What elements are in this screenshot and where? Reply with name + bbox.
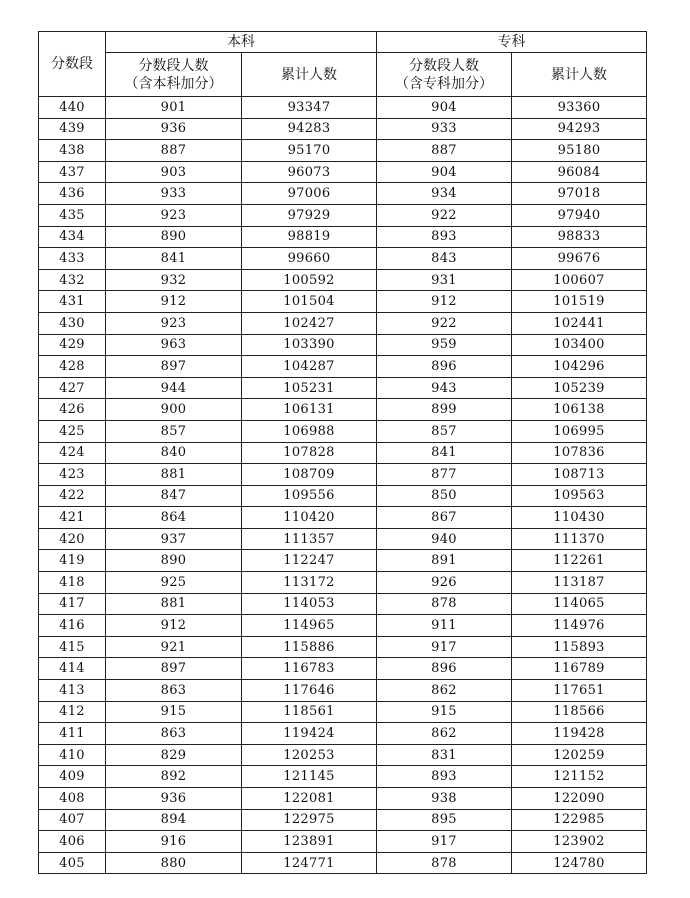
undergrad-count-header (106, 53, 242, 97)
junior-count-cell: 891 (377, 550, 512, 572)
undergrad-count-cell: 923 (106, 204, 242, 226)
score-band-cell: 415 (39, 636, 106, 658)
undergrad-count-cell: 944 (106, 377, 242, 399)
table-row (39, 183, 647, 205)
undergrad-count-cell: 900 (106, 399, 242, 421)
score-band-cell: 407 (39, 809, 106, 831)
junior-count-cell: 904 (377, 161, 512, 183)
undergrad-cumulative-cell: 95170 (242, 140, 377, 162)
undergrad-count-cell: 921 (106, 636, 242, 658)
undergrad-count-cell: 925 (106, 572, 242, 594)
undergrad-count-cell: 937 (106, 528, 242, 550)
junior-count-cell: 912 (377, 291, 512, 313)
junior-cumulative-cell: 94293 (512, 118, 647, 140)
table-row (39, 312, 647, 334)
score-band-cell: 416 (39, 615, 106, 637)
score-band-header: 分数段 (39, 32, 106, 97)
junior-count-cell: 899 (377, 399, 512, 421)
undergrad-cumulative-cell: 100592 (242, 269, 377, 291)
undergrad-count-cell: 916 (106, 831, 242, 853)
table-row (39, 356, 647, 378)
undergrad-count-cell: 915 (106, 701, 242, 723)
junior-cumulative-cell: 108713 (512, 464, 647, 486)
score-band-cell: 423 (39, 464, 106, 486)
junior-count-cell: 862 (377, 680, 512, 702)
junior-cumulative-cell: 98833 (512, 226, 647, 248)
undergrad-count-cell: 963 (106, 334, 242, 356)
table-row (39, 248, 647, 270)
junior-count-cell: 887 (377, 140, 512, 162)
undergrad-count-cell: 936 (106, 788, 242, 810)
undergrad-count-cell: 892 (106, 766, 242, 788)
junior-count-cell: 933 (377, 118, 512, 140)
undergrad-cumulative-cell: 116783 (242, 658, 377, 680)
undergrad-count-note: （含本科加分） (124, 75, 223, 92)
table-row (39, 204, 647, 226)
undergrad-count-cell: 923 (106, 312, 242, 334)
junior-count-cell: 893 (377, 766, 512, 788)
junior-count-cell: 922 (377, 204, 512, 226)
junior-count-cell: 841 (377, 442, 512, 464)
junior-count-cell: 895 (377, 809, 512, 831)
table-row (39, 572, 647, 594)
score-band-cell: 421 (39, 507, 106, 529)
undergrad-cumulative-cell: 123891 (242, 831, 377, 853)
undergrad-count-cell: 936 (106, 118, 242, 140)
junior-count-cell: 893 (377, 226, 512, 248)
undergrad-cumulative-cell: 113172 (242, 572, 377, 594)
junior-cumulative-cell: 106138 (512, 399, 647, 421)
junior-cumulative-cell: 106995 (512, 420, 647, 442)
junior-count-label: 分数段人数 (409, 57, 479, 74)
junior-cumulative-cell: 117651 (512, 680, 647, 702)
undergrad-count-cell: 829 (106, 744, 242, 766)
junior-count-cell: 857 (377, 420, 512, 442)
score-band-cell: 408 (39, 788, 106, 810)
undergrad-count-cell: 897 (106, 658, 242, 680)
header-row-top (39, 32, 647, 53)
junior-cumulative-cell: 95180 (512, 140, 647, 162)
score-band-cell: 425 (39, 420, 106, 442)
table-row (39, 831, 647, 853)
table-row (39, 420, 647, 442)
table-row (39, 788, 647, 810)
junior-count-cell: 904 (377, 97, 512, 119)
undergrad-count-cell: 840 (106, 442, 242, 464)
table-row (39, 680, 647, 702)
undergrad-count-cell: 912 (106, 291, 242, 313)
table-row (39, 442, 647, 464)
undergrad-count-cell: 932 (106, 269, 242, 291)
score-band-cell: 431 (39, 291, 106, 313)
table-row (39, 464, 647, 486)
junior-count-cell: 896 (377, 356, 512, 378)
score-distribution-table (38, 31, 647, 874)
undergrad-cumulative-cell: 114053 (242, 593, 377, 615)
score-band-cell: 406 (39, 831, 106, 853)
undergrad-cumulative-cell: 93347 (242, 97, 377, 119)
undergrad-cumulative-cell: 108709 (242, 464, 377, 486)
junior-cumulative-cell: 122090 (512, 788, 647, 810)
undergrad-count-cell: 841 (106, 248, 242, 270)
undergrad-cumulative-cell: 107828 (242, 442, 377, 464)
junior-header: 专科 (377, 32, 647, 53)
undergrad-cumulative-cell: 122081 (242, 788, 377, 810)
undergrad-cumulative-cell: 104287 (242, 356, 377, 378)
table-row (39, 399, 647, 421)
table-row (39, 723, 647, 745)
score-band-cell: 433 (39, 248, 106, 270)
junior-count-note: （含专科加分） (395, 75, 493, 92)
score-band-cell: 426 (39, 399, 106, 421)
junior-cumulative-cell: 96084 (512, 161, 647, 183)
junior-count-cell: 877 (377, 464, 512, 486)
undergrad-count-cell: 890 (106, 226, 242, 248)
junior-cumulative-cell: 107836 (512, 442, 647, 464)
junior-count-header (377, 53, 512, 97)
table-row (39, 528, 647, 550)
undergrad-cumulative-cell: 103390 (242, 334, 377, 356)
undergrad-count-label: 分数段人数 (138, 57, 209, 74)
undergrad-cumulative-cell: 110420 (242, 507, 377, 529)
undergrad-cumulative-cell: 112247 (242, 550, 377, 572)
table-row (39, 377, 647, 399)
junior-count-cell: 926 (377, 572, 512, 594)
undergrad-cumulative-cell: 99660 (242, 248, 377, 270)
score-band-cell: 412 (39, 701, 106, 723)
undergrad-count-cell: 881 (106, 464, 242, 486)
junior-cumulative-cell: 113187 (512, 572, 647, 594)
junior-count-cell: 917 (377, 831, 512, 853)
header-row-sub (39, 53, 647, 97)
junior-cumulative-cell: 93360 (512, 97, 647, 119)
junior-count-cell: 959 (377, 334, 512, 356)
junior-cumulative-cell: 123902 (512, 831, 647, 853)
table-row (39, 140, 647, 162)
table-row (39, 593, 647, 615)
junior-cumulative-cell: 105239 (512, 377, 647, 399)
junior-cumulative-cell: 110430 (512, 507, 647, 529)
undergrad-count-cell: 863 (106, 723, 242, 745)
junior-count-cell: 878 (377, 852, 512, 874)
junior-count-cell: 867 (377, 507, 512, 529)
undergrad-cumulative-cell: 102427 (242, 312, 377, 334)
score-band-cell: 434 (39, 226, 106, 248)
table-row (39, 701, 647, 723)
junior-cumulative-cell: 120259 (512, 744, 647, 766)
table-row (39, 615, 647, 637)
junior-cumulative-cell: 124780 (512, 852, 647, 874)
junior-count-cell: 911 (377, 615, 512, 637)
score-band-cell: 432 (39, 269, 106, 291)
score-band-cell: 422 (39, 485, 106, 507)
undergrad-cumulative-cell: 111357 (242, 528, 377, 550)
table-row (39, 485, 647, 507)
undergrad-cumulative-cell: 106131 (242, 399, 377, 421)
junior-cumulative-cell: 122985 (512, 809, 647, 831)
score-band-cell: 430 (39, 312, 106, 334)
undergrad-cumulative-cell: 94283 (242, 118, 377, 140)
undergrad-header: 本科 (106, 32, 377, 53)
undergrad-count-cell: 901 (106, 97, 242, 119)
undergrad-cumulative-cell: 98819 (242, 226, 377, 248)
junior-count-cell: 915 (377, 701, 512, 723)
table-row (39, 550, 647, 572)
undergrad-count-cell: 847 (106, 485, 242, 507)
undergrad-count-cell: 863 (106, 680, 242, 702)
score-band-cell: 405 (39, 852, 106, 874)
junior-count-cell: 934 (377, 183, 512, 205)
table-row (39, 291, 647, 313)
undergrad-cumulative-cell: 105231 (242, 377, 377, 399)
junior-cumulative-cell: 103400 (512, 334, 647, 356)
table-row (39, 852, 647, 874)
score-band-cell: 418 (39, 572, 106, 594)
junior-cumulative-cell: 115893 (512, 636, 647, 658)
undergrad-count-cell: 933 (106, 183, 242, 205)
junior-cumulative-cell: 97940 (512, 204, 647, 226)
score-band-cell: 413 (39, 680, 106, 702)
junior-count-cell: 917 (377, 636, 512, 658)
undergrad-count-cell: 880 (106, 852, 242, 874)
undergrad-cumulative-cell: 109556 (242, 485, 377, 507)
undergrad-cumulative-cell: 106988 (242, 420, 377, 442)
score-band-cell: 410 (39, 744, 106, 766)
junior-cumulative-cell: 114976 (512, 615, 647, 637)
score-band-cell: 419 (39, 550, 106, 572)
junior-cumulative-cell: 111370 (512, 528, 647, 550)
undergrad-cumulative-cell: 114965 (242, 615, 377, 637)
undergrad-count-cell: 903 (106, 161, 242, 183)
table-row (39, 507, 647, 529)
junior-cumulative-cell: 119428 (512, 723, 647, 745)
score-band-cell: 439 (39, 118, 106, 140)
undergrad-cumulative-cell: 117646 (242, 680, 377, 702)
score-band-cell: 427 (39, 377, 106, 399)
junior-count-cell: 938 (377, 788, 512, 810)
undergrad-count-cell: 897 (106, 356, 242, 378)
table-row (39, 97, 647, 119)
junior-cumulative-cell: 116789 (512, 658, 647, 680)
undergrad-cumulative-cell: 96073 (242, 161, 377, 183)
undergrad-cumulative-cell: 121145 (242, 766, 377, 788)
junior-cumulative-cell: 100607 (512, 269, 647, 291)
undergrad-count-cell: 881 (106, 593, 242, 615)
table-row (39, 658, 647, 680)
score-band-cell: 438 (39, 140, 106, 162)
junior-count-cell: 831 (377, 744, 512, 766)
table-row (39, 334, 647, 356)
score-band-cell: 409 (39, 766, 106, 788)
junior-count-cell: 896 (377, 658, 512, 680)
junior-cumulative-cell: 102441 (512, 312, 647, 334)
undergrad-cumulative-cell: 120253 (242, 744, 377, 766)
score-band-cell: 436 (39, 183, 106, 205)
table-row (39, 809, 647, 831)
junior-cumulative-cell: 99676 (512, 248, 647, 270)
junior-count-cell: 922 (377, 312, 512, 334)
junior-cumulative-cell: 101519 (512, 291, 647, 313)
junior-count-cell: 878 (377, 593, 512, 615)
score-band-cell: 437 (39, 161, 106, 183)
undergrad-count-cell: 912 (106, 615, 242, 637)
score-band-cell: 429 (39, 334, 106, 356)
table-row (39, 636, 647, 658)
junior-cumulative-cell: 109563 (512, 485, 647, 507)
table-row (39, 161, 647, 183)
junior-count-cell: 940 (377, 528, 512, 550)
undergrad-count-cell: 864 (106, 507, 242, 529)
junior-count-cell: 931 (377, 269, 512, 291)
junior-count-cell: 862 (377, 723, 512, 745)
score-band-cell: 411 (39, 723, 106, 745)
undergrad-cumulative-cell: 97929 (242, 204, 377, 226)
undergrad-count-cell: 894 (106, 809, 242, 831)
junior-count-cell: 843 (377, 248, 512, 270)
score-band-cell: 428 (39, 356, 106, 378)
junior-cumulative-cell: 104296 (512, 356, 647, 378)
junior-cumulative-cell: 112261 (512, 550, 647, 572)
junior-cumulative-cell: 114065 (512, 593, 647, 615)
undergrad-cumulative-cell: 119424 (242, 723, 377, 745)
table-row (39, 118, 647, 140)
score-band-cell: 424 (39, 442, 106, 464)
undergrad-cumulative-cell: 124771 (242, 852, 377, 874)
undergrad-cumulative-cell: 97006 (242, 183, 377, 205)
junior-cumulative-header: 累计人数 (512, 53, 647, 97)
table-body (39, 97, 647, 874)
table-row (39, 269, 647, 291)
undergrad-cumulative-cell: 118561 (242, 701, 377, 723)
score-band-cell: 420 (39, 528, 106, 550)
score-band-cell: 417 (39, 593, 106, 615)
undergrad-cumulative-cell: 101504 (242, 291, 377, 313)
table-row (39, 766, 647, 788)
undergrad-count-cell: 890 (106, 550, 242, 572)
undergrad-cumulative-cell: 115886 (242, 636, 377, 658)
junior-cumulative-cell: 121152 (512, 766, 647, 788)
score-band-cell: 414 (39, 658, 106, 680)
table-row (39, 226, 647, 248)
junior-count-cell: 850 (377, 485, 512, 507)
table-row (39, 744, 647, 766)
undergrad-cumulative-header: 累计人数 (242, 53, 377, 97)
undergrad-count-cell: 857 (106, 420, 242, 442)
junior-cumulative-cell: 97018 (512, 183, 647, 205)
score-band-cell: 440 (39, 97, 106, 119)
undergrad-cumulative-cell: 122975 (242, 809, 377, 831)
junior-count-cell: 943 (377, 377, 512, 399)
junior-cumulative-cell: 118566 (512, 701, 647, 723)
score-band-cell: 435 (39, 204, 106, 226)
undergrad-count-cell: 887 (106, 140, 242, 162)
